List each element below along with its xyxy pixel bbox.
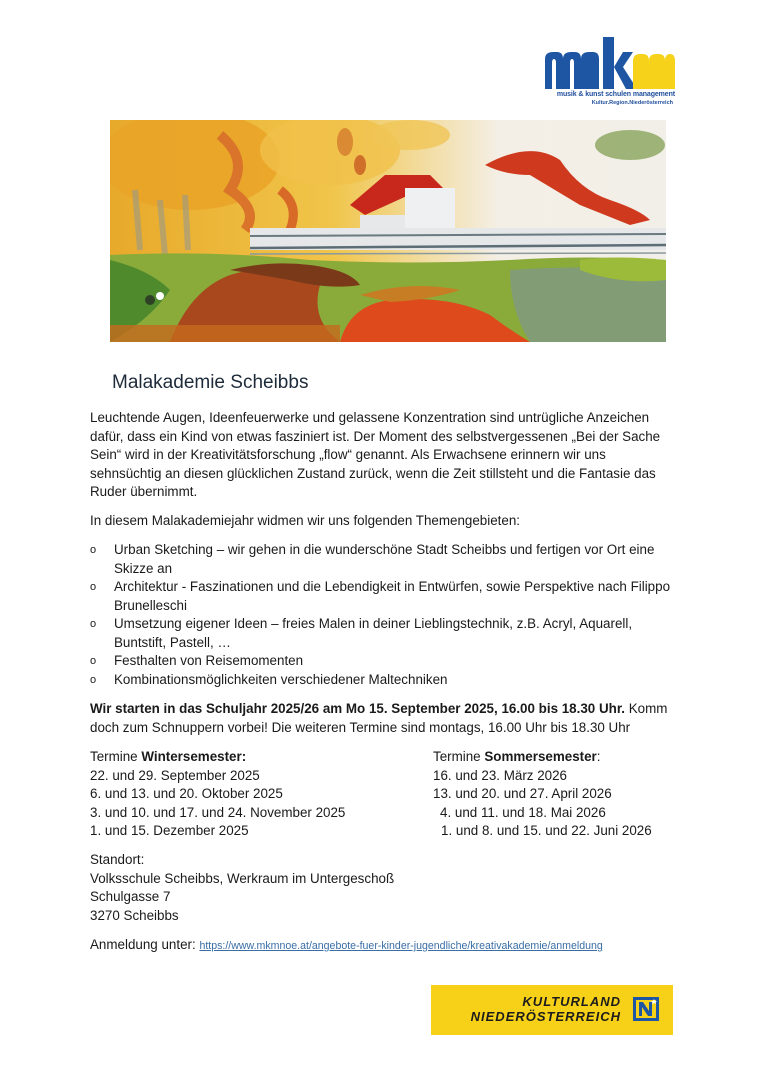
location-line: 3270 Scheibbs (90, 907, 179, 923)
bullet-icon: o (90, 581, 97, 593)
summer-date: 16. und 23. März 2026 (433, 767, 567, 783)
list-item: o Umsetzung eigener Ideen – freies Malen in deiner Lieblingstechnik, z.B. Acryl, Aquarell, Buntstift, Pastell, … (90, 616, 633, 650)
bullet-icon: o (90, 544, 97, 556)
summer-date: 4. und 11. und 18. Mai 2026 (440, 804, 606, 820)
winter-label: Termine Wintersemester: (90, 749, 247, 764)
location (90, 851, 394, 925)
location-line: Schulgasse 7 (90, 889, 171, 905)
winter-date: 3. und 10. und 17. und 24. November 2025 (90, 804, 346, 820)
kulturland-line2: NIEDERÖSTERREICH (470, 1009, 621, 1024)
logo-tagline: Kultur.Region.Niederösterreich (591, 100, 673, 106)
start-highlight: Wir starten in das Schuljahr 2025/26 am Mo 15. September 2025, 16.00 bis 18.30 Uhr. (90, 701, 626, 716)
winter-semester (90, 748, 345, 841)
winter-date: 6. und 13. und 20. Oktober 2025 (90, 786, 283, 802)
bullet-icon: o (90, 618, 97, 630)
summer-semester (433, 748, 652, 841)
list-item: o Kombinationsmöglichkeiten verschiedener Maltechniken (90, 671, 680, 690)
noe-n-icon (633, 997, 659, 1021)
kulturland-line1: KULTURLAND (522, 994, 621, 1009)
intro-paragraph: Leuchtende Augen, Ideenfeuerwerke und gelassene Konzentration sind untrügliche Anzeichen dafür, dass ein Kind von etwas fasziniert ist. Der Moment des selbstvergessenen „Bei der Sache Sein“ wird in der Kreativitätsforschung „flow“ genannt. Als Erwachsene erinnern wir uns sehnsüchtig an diesen glücklichen Zustand zurück, wenn die Zeit stillsteht und die Fantasie das Ruder übernimmt. (90, 410, 661, 499)
mkm-logo (543, 37, 675, 109)
list-item: o Festhalten von Reisemomenten (90, 652, 680, 671)
summer-date: 13. und 20. und 27. April 2026 (433, 786, 612, 802)
location-line: Volksschule Scheibbs, Werkraum im Untergeschoß (90, 870, 395, 886)
topics-intro: In diesem Malakademiejahr widmen wir uns folgenden Themengebieten: (90, 513, 520, 528)
summer-date: 1. und 8. und 15. und 22. Juni 2026 (441, 823, 652, 839)
winter-date: 22. und 29. September 2025 (90, 767, 260, 783)
kulturland-logo (431, 985, 673, 1035)
list-item: o Urban Sketching – wir gehen in die wunderschöne Stadt Scheibbs und fertigen vor Ort eine Skizze an (90, 542, 655, 576)
signup-link[interactable]: https://www.mkmnoe.at/angebote-fuer-kinder-jugendliche/kreativakademie/anmeldung (199, 940, 603, 952)
location-label: Standort: (90, 852, 145, 867)
summer-label: Termine Sommersemester: (433, 749, 601, 764)
list-item: o Architektur - Faszinationen und die Lebendigkeit in Entwürfen, sowie Perspektive nach Filippo Brunelleschi (90, 579, 671, 613)
page-title: Malakademie Scheibbs (112, 372, 309, 393)
bullet-icon: o (90, 673, 97, 686)
winter-date: 1. und 15. Dezember 2025 (90, 823, 249, 839)
hero-painting (110, 120, 666, 342)
start-rest: Komm doch zum Schnuppern vorbei! Die weiteren Termine sind montags, 16.00 Uhr bis 18.30 Uhr (90, 701, 668, 735)
signup (90, 937, 603, 952)
bullet-icon: o (90, 655, 97, 667)
signup-label: Anmeldung unter: (90, 937, 200, 952)
logo-subtitle: musik & kunst schulen management (556, 91, 675, 98)
mkm-logo-mark (543, 37, 675, 89)
topics-list (90, 541, 680, 689)
start-paragraph (90, 700, 680, 737)
